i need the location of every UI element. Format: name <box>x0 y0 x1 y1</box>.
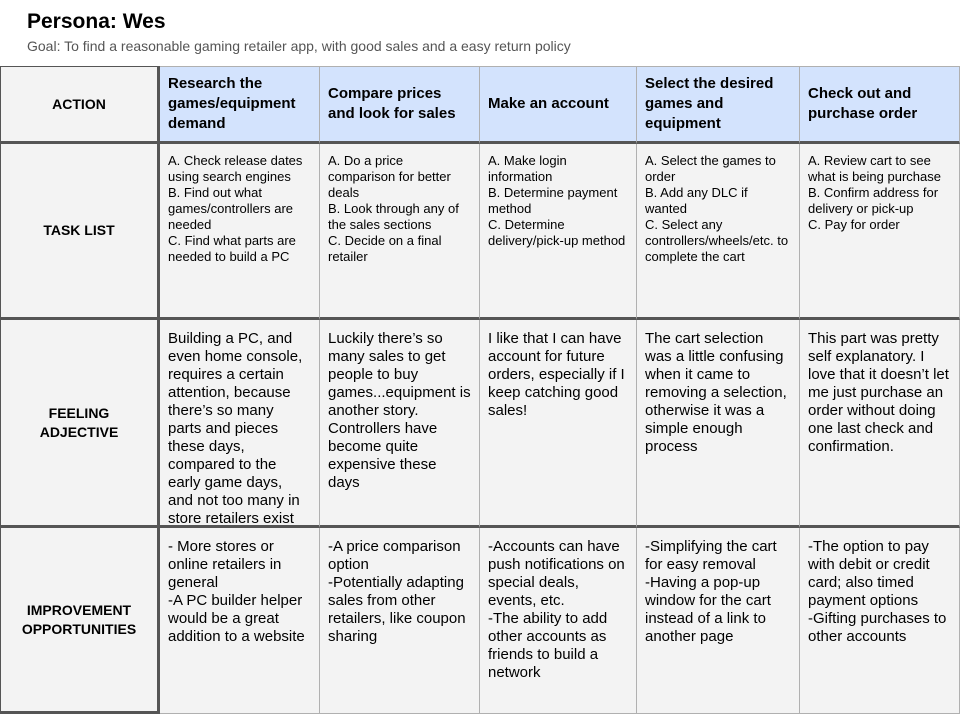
row-label-action: ACTION <box>0 66 160 144</box>
row-label-task-list: TASK LIST <box>0 144 160 320</box>
stage-4-feeling: The cart selection was a little confusing when it came to removing a selection, otherwise it was a simple enough process <box>637 320 800 528</box>
stage-2-feeling: Luckily there’s so many sales to get people to buy games...equipment is another story. Controllers have become quite expensive these days <box>320 320 480 528</box>
stage-1-action: Research the games/equipment demand <box>160 66 320 144</box>
stage-3-tasks: A. Make login information B. Determine payment method C. Determine delivery/pick-up method <box>480 144 637 320</box>
stage-5-improvement: -The option to pay with debit or credit card; also timed payment options -Gifting purchases to other accounts <box>800 528 960 714</box>
stage-5-tasks: A. Review cart to see what is being purchase B. Confirm address for delivery or pick-up C. Pay for order <box>800 144 960 320</box>
stage-4-tasks: A. Select the games to order B. Add any DLC if wanted C. Select any controllers/wheels/etc. to complete the cart <box>637 144 800 320</box>
stage-3-improvement: -Accounts can have push notifications on special deals, events, etc. -The ability to add other accounts as friends to build a network <box>480 528 637 714</box>
stage-3-action: Make an account <box>480 66 637 144</box>
stage-1-tasks: A. Check release dates using search engines B. Find out what games/controllers are needed C. Find what parts are needed to build a PC <box>160 144 320 320</box>
stage-5-feeling: This part was pretty self explanatory. I love that it doesn’t let me just purchase an order without doing one last check and confirmation. <box>800 320 960 528</box>
row-label-feeling: FEELING ADJECTIVE <box>0 320 160 528</box>
stage-1-improvement: - More stores or online retailers in general -A PC builder helper would be a great addition to a website <box>160 528 320 714</box>
row-label-improvement: IMPROVEMENT OPPORTUNITIES <box>0 528 160 714</box>
journey-map-grid <box>0 66 960 714</box>
stage-4-action: Select the desired games and equipment <box>637 66 800 144</box>
stage-3-feeling: I like that I can have account for future orders, especially if I keep catching good sales! <box>480 320 637 528</box>
stage-2-tasks: A. Do a price comparison for better deals B. Look through any of the sales sections C. Decide on a final retailer <box>320 144 480 320</box>
stage-2-action: Compare prices and look for sales <box>320 66 480 144</box>
stage-4-improvement: -Simplifying the cart for easy removal -Having a pop-up window for the cart instead of a link to another page <box>637 528 800 714</box>
stage-1-feeling: Building a PC, and even home console, requires a certain attention, because there’s so many parts and pieces these days, compared to the early game days, and not too many in store retailers exist <box>160 320 320 528</box>
persona-title: Persona: Wes <box>27 10 166 33</box>
persona-goal: Goal: To find a reasonable gaming retailer app, with good sales and a easy return policy <box>27 38 571 54</box>
stage-2-improvement: -A price comparison option -Potentially adapting sales from other retailers, like coupon sharing <box>320 528 480 714</box>
stage-5-action: Check out and purchase order <box>800 66 960 144</box>
